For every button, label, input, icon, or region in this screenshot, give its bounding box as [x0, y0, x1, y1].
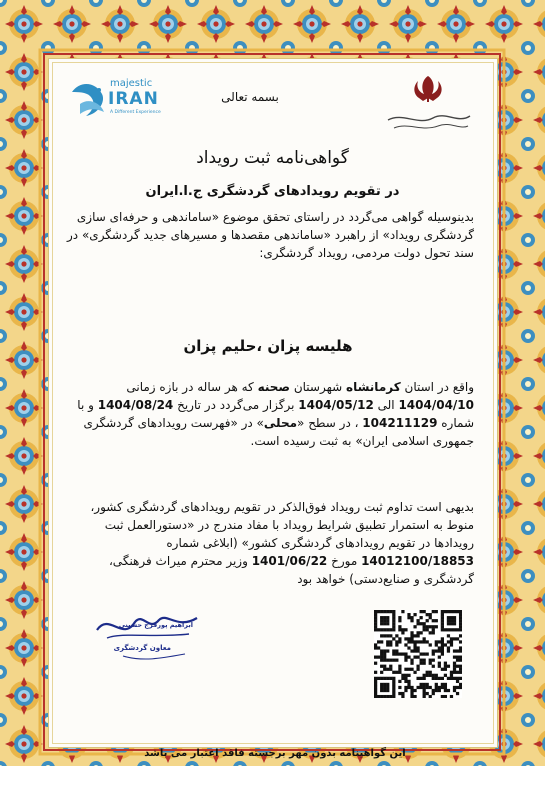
qr-code[interactable]: [374, 610, 462, 698]
certificate-subtitle: در تقویم رویدادهای گردشگری ج.ا.ایران: [145, 184, 400, 199]
event-details-paragraph: واقع در استان کرمانشاه شهرستان صحنه که هر ساله در بازه زمانی 1404/04/10 الی 1404/05/12 برگزار می‌گردد در تاریخ 1404/08/24 و با شماره 104211129 ، در سطح «محلی» در «فهرست رویدادهای گردشگری جمهوری اسلامی ایران» به ثبت رسیده است.: [77, 380, 474, 448]
province-value: کرمانشاه: [346, 380, 401, 394]
event-level: محلی: [263, 416, 298, 430]
signature: [93, 608, 203, 668]
brand-name: majestic: [110, 78, 153, 89]
end-date: 1404/05/12: [298, 398, 374, 412]
signatory-role: معاون گردشگری: [113, 644, 171, 652]
city-value: صحنه: [257, 380, 291, 394]
event-name: هلیسه پزان ،حلیم پزان: [183, 337, 353, 355]
closing-paragraph: بدیهی است تداوم ثبت رویداد فوق‌الذکر در تقویم رویدادهای گردشگری کشور، منوط به استمرار تطبیق شرایط رویداد با مفاد مندرج در «دستورالعمل ثبت رویدادها در تقویم رویدادهای گردشگری کشور» (ابلاغی شماره 14012100/18853 مورخ 1401/06/22 وزیر محترم میراث فرهنگی، گردشگری و صنایع‌دستی) خواهد بود: [90, 500, 474, 586]
letter-date: 1401/06/22: [251, 554, 328, 568]
footer-validity-note: این گواهینامه بدون مهر برجسته فاقد اعتبار می باشد: [144, 748, 406, 759]
majestic-iran-logo: [66, 68, 176, 132]
start-date: 1404/04/10: [398, 398, 474, 412]
brand-tagline: A Different Experience: [110, 110, 161, 115]
registration-number: 104211129: [362, 416, 438, 430]
signatory-name: ابراهیم پورفرج حسینی: [118, 621, 193, 629]
certificate-title: گواهی‌نامه ثبت رویداد: [196, 148, 349, 168]
brand-country: IRAN: [108, 89, 159, 109]
letter-number: 14012100/18853: [361, 554, 474, 568]
intro-paragraph: بدینوسیله گواهی می‌گردد در راستای تحقق موضوع «ساماندهی و حرفه‌ای سازی گردشگری رویداد» از راهبرد «ساماندهی مقصدها و مسیرهای جدید گردشگری» در سند تحول دولت مردمی، رویداد گردشگری:: [67, 210, 474, 260]
ministry-logo: [378, 70, 478, 140]
basmala: بسمه تعالی: [221, 90, 279, 104]
registration-date: 1404/08/24: [97, 398, 174, 412]
